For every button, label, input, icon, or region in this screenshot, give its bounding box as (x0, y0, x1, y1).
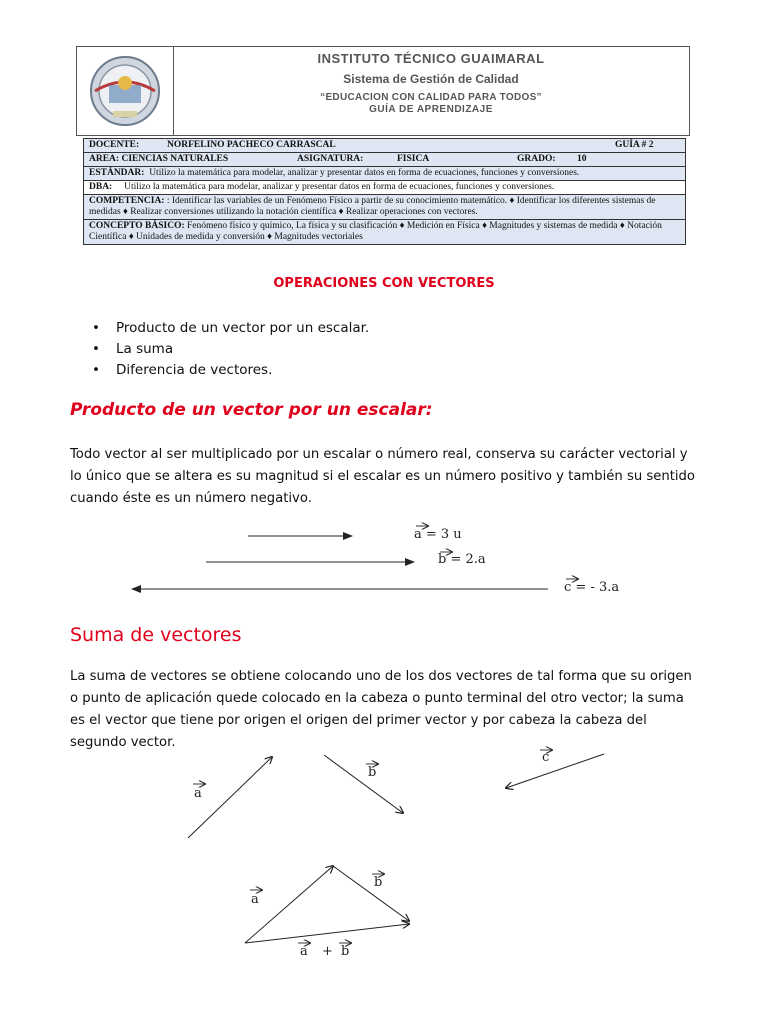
triangle-vector-b (333, 866, 409, 921)
sum-label-a: a (300, 944, 308, 959)
docente-value: NORFELINO PACHECO CARRASCAL (167, 140, 336, 150)
vector-sum-paragraph: La suma de vectores se obtiene colocando uno de los dos vectores de tal forma que su origen o punto de aplicación quede colocado en la cabeza o punto terminal del otro vector; la suma es el vector que tiene por origen el origen del primer vector y por cabeza la cabeza del segundo vector. (70, 669, 692, 750)
triangle-vector-sum (245, 924, 409, 943)
area-value: AREA: CIENCIAS NATURALES (89, 154, 229, 164)
estandar-text: Utilizo la matemática para modelar, analizar y presentar datos en forma de ecuaciones, funciones y conversiones. (149, 168, 580, 178)
concepto-text: Fenómeno físico y químico, La física y su clasificación ♦ Medición en Física ♦ Magnitudes y sistemas de medida ♦ Notación Científica ♦ Unidades de medida y conversión ♦ Magnitudes vectoriales (89, 221, 662, 242)
competencia-label: COMPETENCIA: (89, 196, 165, 206)
institution-name: INSTITUTO TÉCNICO GUAIMARAL (317, 51, 545, 66)
bullet-symbol: • (92, 320, 100, 336)
competencia-text: : Identificar las variables de un Fenómeno Físico a partir de su conocimiento matemático. ♦ Identificar los diferentes sistemas de medidas ♦ Realizar conversiones utilizando la notación científica ♦ Realizar operaciones con vectores. (89, 196, 656, 217)
asignatura-label: ASIGNATURA: (297, 154, 364, 164)
grado-label: GRADO: (517, 154, 556, 164)
grado-value: 10 (577, 154, 587, 164)
guia-number: GUÍA # 2 (615, 140, 654, 150)
section-title-vector-sum: Suma de vectores (70, 624, 242, 646)
label-a: a (194, 786, 202, 801)
triangle-label-a: a (251, 892, 259, 907)
list-item-text: Producto de un vector por un escalar. (116, 320, 370, 336)
operations-title: OPERACIONES CON VECTORES (273, 276, 495, 291)
docente-label: DOCENTE: (89, 140, 140, 150)
asignatura-value: FISICA (397, 154, 430, 164)
list-item-text: Diferencia de vectores. (116, 362, 273, 378)
equation-b: b = 2.a (438, 552, 486, 567)
list-item-text: La suma (116, 341, 174, 357)
section-title-scalar-product: Producto de un vector por un escalar: (70, 400, 433, 420)
bullet-symbol: • (92, 362, 100, 378)
dba-text: Utilizo la matemática para modelar, analizar y presentar datos en forma de ecuaciones, funciones y conversiones. (124, 182, 555, 192)
sum-label-plus: + (322, 944, 333, 959)
equation-a: a = 3 u (414, 527, 462, 542)
sum-vector-b (324, 755, 403, 813)
quality-system: Sistema de Gestión de Calidad (343, 72, 519, 86)
bullet-symbol: • (92, 341, 100, 357)
motto: “EDUCACION CON CALIDAD PARA TODOS” (320, 92, 542, 103)
concepto-label: CONCEPTO BÁSICO: (89, 221, 185, 231)
estandar-label: ESTÁNDAR: (89, 168, 145, 178)
scalar-product-paragraph: Todo vector al ser multiplicado por un escalar o número real, conserva su carácter vectorial y lo único que se altera es su magnitud si el escalar es un número positivo y también su sentido cuando éste es un número negativo. (70, 447, 695, 506)
label-c: c (542, 750, 550, 765)
sum-vector-c (506, 754, 604, 788)
guide-title: GUÍA DE APRENDIZAJE (369, 104, 493, 115)
sum-label-b: b (341, 944, 350, 959)
triangle-label-b: b (374, 875, 383, 890)
equation-c: c = - 3.a (564, 580, 620, 595)
label-b: b (368, 765, 377, 780)
dba-label: DBA: (89, 182, 113, 192)
